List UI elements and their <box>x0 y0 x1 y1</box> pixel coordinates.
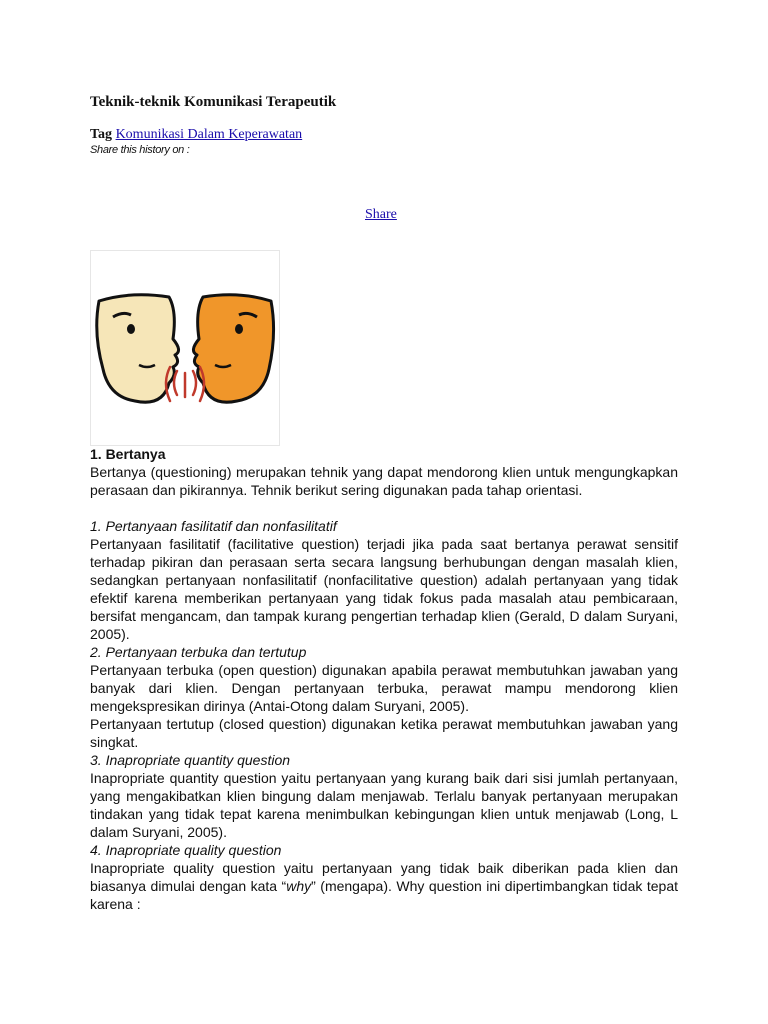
subsection-title-3: 3. Inapropriate quantity question <box>90 752 291 768</box>
share-link[interactable]: Share <box>365 207 397 222</box>
subsection-title-4: 4. Inapropriate quality question <box>90 842 282 858</box>
subsection-paragraph-1: Pertanyaan fasilitatif (facilitative question) terjadi jika pada saat bertanya perawat sensitif terhadap pikiran dan perasaan serta secara langsung berhubungan dengan masalah klien, sedangkan pertanyaan nonfasilitatif (nonfacilitative question) adalah pertanyaan yang tidak efektif karena memberikan pertanyaan yang tidak fokus pada masalah atau pembicaraan, bersifat mengancam, dan tampak kurang pengertian terhadap klien (Gerald, D dalam Suryani, 2005). <box>90 536 678 642</box>
article-title: Teknik-teknik Komunikasi Terapeutik <box>90 94 337 110</box>
subsection-title-2: 2. Pertanyaan terbuka dan tertutup <box>90 644 307 660</box>
subsection-paragraph-4: Inapropriate quality question yaitu pertanyaan yang tidak baik diberikan pada klien dan biasanya dimulai dengan kata “why” (mengapa). Why question ini dipertimbangkan tidak tepat karena : <box>90 860 679 912</box>
section-intro-paragraph: Bertanya (questioning) merupakan tehnik yang dapat mendorong klien untuk mengungkapkan perasaan dan pikirannya. Tehnik berikut sering digunakan pada tahap orientasi. <box>90 464 678 498</box>
tag-label: Tag <box>90 127 113 142</box>
emphasis-why: why <box>286 878 312 894</box>
subsection-paragraph-2a: Pertanyaan terbuka (open question) digunakan apabila perawat membutuhkan jawaban yang banyak dari klien. Dengan pertanyaan terbuka, perawat mampu mendorong klien mengekspresikan dirinya (Antai-Otong dalam Suryani, 2005). <box>90 662 678 714</box>
subsection-title-1: 1. Pertanyaan fasilitatif dan nonfasilitatif <box>90 518 337 534</box>
tag-line <box>90 127 302 143</box>
tag-link[interactable]: Komunikasi Dalam Keperawatan <box>115 127 303 142</box>
section-heading-bertanya: 1. Bertanya <box>90 446 166 462</box>
subsection-paragraph-3: Inapropriate quantity question yaitu pertanyaan yang kurang baik dari sisi jumlah pertanyaan, yang mengakibatkan klien bingung dalam menjawab. Terlalu banyak pertanyaan merupakan tindakan yang tidak tepat karena menimbulkan kebingungan klien untuk menjawab (Long, L dalam Suryani, 2005). <box>90 770 678 840</box>
right-face <box>193 295 273 402</box>
share-history-text: Share this history on : <box>90 144 190 156</box>
subsection-paragraph-2b: Pertanyaan tertutup (closed question) digunakan ketika perawat membutuhkan jawaban yang singkat. <box>90 716 678 750</box>
article-body <box>90 445 678 913</box>
two-faces-talking-illustration <box>90 250 280 446</box>
faces-illustration-svg <box>91 251 279 445</box>
